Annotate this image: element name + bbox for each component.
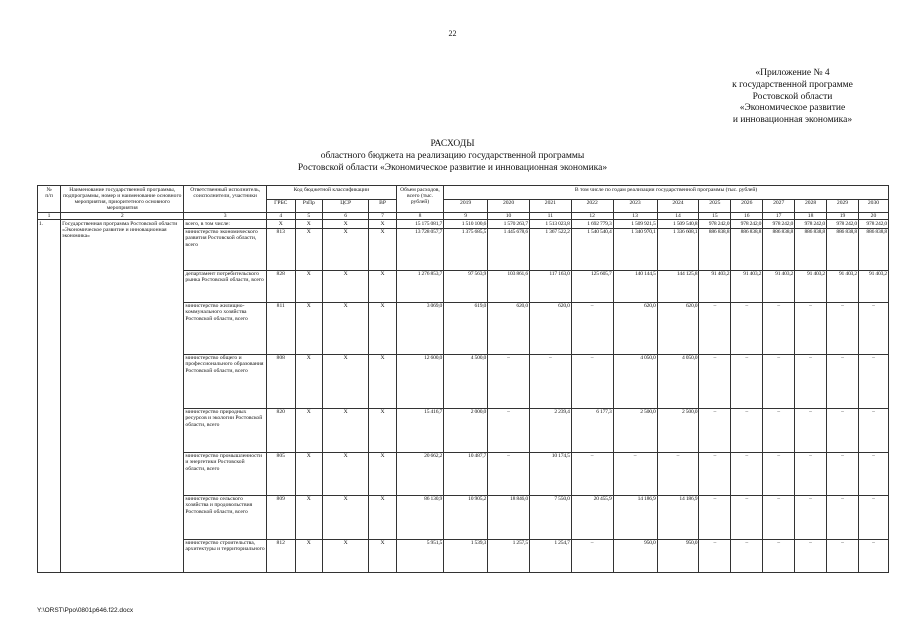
header-rzpr: РзПр — [295, 199, 323, 213]
year-value-cell: – — [858, 408, 888, 452]
year-value-cell: 1 445 678,6 — [488, 228, 530, 270]
column-number: 15 — [699, 213, 731, 220]
header-year: 2020 — [488, 199, 530, 213]
header-year: 2021 — [529, 199, 571, 213]
expenditure-table — [37, 185, 889, 573]
header-vr: ВР — [369, 199, 397, 213]
header-year: 2026 — [731, 199, 763, 213]
total-cell: 1 276 853,7 — [396, 270, 443, 302]
year-value-cell: 103 861,6 — [488, 270, 530, 302]
year-value-cell: 1 509 921,5 — [613, 220, 657, 228]
csr-cell: Х — [323, 539, 369, 572]
vr-cell: Х — [369, 220, 397, 228]
year-value-cell: – — [827, 302, 859, 354]
total-cell: 13 728 057,7 — [396, 228, 443, 270]
year-value-cell: 91 403,2 — [731, 270, 763, 302]
total-cell: 15 175 081,7 — [396, 220, 443, 228]
header-total: Объем расходов, всего (тыс. рублей) — [396, 186, 443, 213]
year-value-cell: 620,0 — [613, 302, 657, 354]
column-number: 20 — [858, 213, 888, 220]
title-line: Ростовской области «Экономическое развитие и инновационная экономика» — [297, 162, 608, 173]
table-row — [38, 220, 889, 228]
year-value-cell: – — [827, 452, 859, 495]
year-value-cell: 10 487,7 — [444, 452, 488, 495]
year-value-cell: – — [858, 495, 888, 539]
column-number: 12 — [571, 213, 613, 220]
year-value-cell: 2 000,0 — [444, 408, 488, 452]
header-grbs: ГРБС — [266, 199, 295, 213]
year-value-cell: 950,0 — [657, 539, 699, 572]
header-row — [38, 186, 889, 200]
year-value-cell: – — [858, 354, 888, 408]
rzpr-cell: Х — [295, 495, 323, 539]
header-csr: ЦСР — [323, 199, 369, 213]
year-value-cell: 1 340 970,1 — [613, 228, 657, 270]
year-value-cell: 1 570 263,7 — [488, 220, 530, 228]
year-value-cell: – — [858, 539, 888, 572]
grbs-cell: 813 — [266, 228, 295, 270]
column-number: 4 — [266, 213, 295, 220]
header-year: 2027 — [763, 199, 795, 213]
year-value-cell: 20 455,9 — [571, 495, 613, 539]
year-value-cell: 140 144,5 — [613, 270, 657, 302]
year-value-cell: – — [763, 354, 795, 408]
year-value-cell: 886 838,8 — [731, 228, 763, 270]
executor-cell: министерство сельского хозяйства и продовольствия Ростовской области, всего — [184, 495, 267, 539]
csr-cell: Х — [323, 408, 369, 452]
rzpr-cell: Х — [295, 408, 323, 452]
rzpr-cell: Х — [295, 302, 323, 354]
csr-cell: Х — [323, 495, 369, 539]
year-value-cell: – — [731, 495, 763, 539]
vr-cell: Х — [369, 270, 397, 302]
year-value-cell: – — [763, 452, 795, 495]
total-cell: 5 951,5 — [396, 539, 443, 572]
title-line: РАСХОДЫ — [430, 139, 475, 149]
column-number: 3 — [184, 213, 267, 220]
rzpr-cell: Х — [295, 270, 323, 302]
year-value-cell: – — [699, 354, 731, 408]
year-value-cell: 1 257,5 — [488, 539, 530, 572]
vr-cell: Х — [369, 452, 397, 495]
column-number-row — [38, 213, 889, 220]
year-value-cell: 14 186,9 — [657, 495, 699, 539]
header-year: 2022 — [571, 199, 613, 213]
appendix-header — [690, 68, 895, 127]
year-value-cell: 620,0 — [488, 302, 530, 354]
column-number: 6 — [323, 213, 369, 220]
column-number: 19 — [827, 213, 859, 220]
grbs-cell: Х — [266, 220, 295, 228]
appendix-line: к государственной программе — [732, 79, 853, 90]
header-year: 2030 — [858, 199, 888, 213]
year-value-cell: – — [731, 302, 763, 354]
vr-cell: Х — [369, 228, 397, 270]
column-number: 8 — [396, 213, 443, 220]
year-value-cell: 886 838,8 — [795, 228, 827, 270]
year-value-cell: 144 125,8 — [657, 270, 699, 302]
year-value-cell: 1 336 608,1 — [657, 228, 699, 270]
year-value-cell: 1 513 023,8 — [529, 220, 571, 228]
rzpr-cell: Х — [295, 220, 323, 228]
year-value-cell: 97 563,9 — [444, 270, 488, 302]
total-cell: 15 416,7 — [396, 408, 443, 452]
column-number: 13 — [613, 213, 657, 220]
year-value-cell: – — [858, 302, 888, 354]
year-value-cell: 91 403,2 — [858, 270, 888, 302]
year-value-cell: 1 375 685,5 — [444, 228, 488, 270]
appendix-line: «Приложение № 4 — [755, 68, 830, 78]
vr-cell: Х — [369, 408, 397, 452]
year-value-cell: – — [699, 495, 731, 539]
csr-cell: Х — [323, 354, 369, 408]
header-year: 2019 — [444, 199, 488, 213]
vr-cell: Х — [369, 354, 397, 408]
document-title — [0, 139, 905, 174]
year-value-cell: 14 186,9 — [613, 495, 657, 539]
year-value-cell: 978 242,0 — [858, 220, 888, 228]
year-value-cell: 978 242,0 — [763, 220, 795, 228]
year-value-cell: 978 242,0 — [731, 220, 763, 228]
column-number: 14 — [657, 213, 699, 220]
year-value-cell: – — [827, 495, 859, 539]
year-value-cell: – — [827, 408, 859, 452]
year-value-cell: 978 242,0 — [699, 220, 731, 228]
year-value-cell: 978 242,0 — [827, 220, 859, 228]
year-value-cell: 2 239,4 — [529, 408, 571, 452]
year-value-cell: 6 177,3 — [571, 408, 613, 452]
page-number: 22 — [448, 29, 457, 38]
column-number: 16 — [731, 213, 763, 220]
header-num: № п/п — [38, 186, 61, 213]
year-value-cell: – — [827, 539, 859, 572]
csr-cell: Х — [323, 228, 369, 270]
grbs-cell: 805 — [266, 452, 295, 495]
year-value-cell: – — [795, 452, 827, 495]
year-value-cell: – — [858, 452, 888, 495]
year-value-cell: – — [699, 452, 731, 495]
year-value-cell: 4 050,0 — [657, 354, 699, 408]
grbs-cell: 809 — [266, 495, 295, 539]
total-cell: 12 600,0 — [396, 354, 443, 408]
year-value-cell: – — [571, 302, 613, 354]
year-value-cell: – — [571, 539, 613, 572]
year-value-cell: – — [763, 495, 795, 539]
year-value-cell: 950,0 — [613, 539, 657, 572]
rzpr-cell: Х — [295, 354, 323, 408]
csr-cell: Х — [323, 302, 369, 354]
grbs-cell: 811 — [266, 302, 295, 354]
header-budget-code: Код бюджетной классификации — [266, 186, 396, 200]
year-value-cell: – — [529, 354, 571, 408]
year-value-cell: – — [731, 408, 763, 452]
executor-cell: министерство строительства, архитектуры и территориального — [184, 539, 267, 572]
title-line: областного бюджета на реализацию государственной программы — [320, 150, 585, 161]
grbs-cell: 808 — [266, 354, 295, 408]
header-executor: Ответственный исполнитель, соисполнители, участники — [184, 186, 267, 213]
csr-cell: Х — [323, 452, 369, 495]
year-value-cell: – — [763, 302, 795, 354]
year-value-cell: 2 500,0 — [657, 408, 699, 452]
grbs-cell: 820 — [266, 408, 295, 452]
year-value-cell: 1 254,7 — [529, 539, 571, 572]
year-value-cell: 91 403,2 — [827, 270, 859, 302]
year-value-cell: – — [657, 452, 699, 495]
appendix-line: Ростовской области — [752, 91, 833, 102]
vr-cell: Х — [369, 539, 397, 572]
total-cell: 3 069,0 — [396, 302, 443, 354]
year-value-cell: – — [795, 539, 827, 572]
header-year: 2029 — [827, 199, 859, 213]
year-value-cell: – — [488, 408, 530, 452]
year-value-cell: 18 846,0 — [488, 495, 530, 539]
executor-cell: министерство экономического развития Ростовской области, всего — [184, 228, 267, 270]
executor-cell: министерство природных ресурсов и экологии Ростовской области, всего — [184, 408, 267, 452]
grbs-cell: 828 — [266, 270, 295, 302]
year-value-cell: 619,0 — [444, 302, 488, 354]
year-value-cell: – — [699, 539, 731, 572]
rzpr-cell: Х — [295, 228, 323, 270]
column-number: 17 — [763, 213, 795, 220]
year-value-cell: – — [488, 354, 530, 408]
grbs-cell: 812 — [266, 539, 295, 572]
rzpr-cell: Х — [295, 452, 323, 495]
year-value-cell: 7 550,0 — [529, 495, 571, 539]
total-cell: 20 662,2 — [396, 452, 443, 495]
column-number: 2 — [61, 213, 184, 220]
executor-cell: департамент потребительского рынка Ростовской области, всего — [184, 270, 267, 302]
year-value-cell: – — [827, 354, 859, 408]
year-value-cell: 91 403,2 — [795, 270, 827, 302]
header-years-group: В том числе по годам реализации государственной программы (тыс. рублей) — [444, 186, 889, 200]
year-value-cell: – — [571, 354, 613, 408]
year-value-cell: 117 163,0 — [529, 270, 571, 302]
year-value-cell: 978 242,0 — [795, 220, 827, 228]
appendix-line: и инновационная экономика» — [732, 115, 853, 126]
rzpr-cell: Х — [295, 539, 323, 572]
year-value-cell: – — [613, 452, 657, 495]
year-value-cell: – — [763, 539, 795, 572]
year-value-cell: 1 509 540,8 — [657, 220, 699, 228]
year-value-cell: – — [731, 354, 763, 408]
year-value-cell: 886 838,8 — [858, 228, 888, 270]
executor-cell: министерство жилищно-коммунального хозяйства Ростовской области, всего — [184, 302, 267, 354]
year-value-cell: 1 540 540,4 — [571, 228, 613, 270]
executor-cell: министерство общего и профессионального образования Ростовской области, всего — [184, 354, 267, 408]
column-number: 1 — [38, 213, 61, 220]
year-value-cell: – — [488, 452, 530, 495]
column-number: 10 — [488, 213, 530, 220]
year-value-cell: 886 838,8 — [827, 228, 859, 270]
header-year: 2028 — [795, 199, 827, 213]
year-value-cell: 1 510 100,6 — [444, 220, 488, 228]
year-value-cell: – — [731, 539, 763, 572]
year-value-cell: – — [795, 354, 827, 408]
year-value-cell: 886 838,8 — [763, 228, 795, 270]
row-number: 1. — [38, 220, 61, 572]
year-value-cell: 1 539,3 — [444, 539, 488, 572]
header-year: 2025 — [699, 199, 731, 213]
year-value-cell: – — [731, 452, 763, 495]
year-value-cell: – — [763, 408, 795, 452]
year-value-cell: 1 367 522,2 — [529, 228, 571, 270]
year-value-cell: – — [795, 495, 827, 539]
appendix-line: «Экономическое развитие — [739, 103, 846, 114]
column-number: 5 — [295, 213, 323, 220]
year-value-cell: – — [795, 408, 827, 452]
executor-cell: министерство промышленности и энергетики Ростовской области, всего — [184, 452, 267, 495]
year-value-cell: 10 905,2 — [444, 495, 488, 539]
header-year: 2023 — [613, 199, 657, 213]
vr-cell: Х — [369, 495, 397, 539]
csr-cell: Х — [323, 270, 369, 302]
column-number: 7 — [369, 213, 397, 220]
total-cell: 86 130,9 — [396, 495, 443, 539]
column-number: 11 — [529, 213, 571, 220]
year-value-cell: 620,0 — [657, 302, 699, 354]
year-value-cell: 2 500,0 — [613, 408, 657, 452]
year-value-cell: 10 174,5 — [529, 452, 571, 495]
vr-cell: Х — [369, 302, 397, 354]
year-value-cell: 4 500,0 — [444, 354, 488, 408]
year-value-cell: 91 403,2 — [699, 270, 731, 302]
header-name: Наименование государственной программы, подпрограммы, номер и наименование основного мероприятия, приоритетного основного мероприятия — [61, 186, 184, 213]
year-value-cell: – — [699, 408, 731, 452]
file-path-footer: Y:\ORST\Ppo\0801p646.f22.docx — [37, 607, 134, 614]
year-value-cell: – — [571, 452, 613, 495]
year-value-cell: 91 403,2 — [763, 270, 795, 302]
executor-cell: всего, в том числе: — [184, 220, 267, 228]
year-value-cell: – — [699, 302, 731, 354]
year-value-cell: 1 692 779,3 — [571, 220, 613, 228]
column-number: 9 — [444, 213, 488, 220]
header-year: 2024 — [657, 199, 699, 213]
year-value-cell: 125 605,7 — [571, 270, 613, 302]
column-number: 18 — [795, 213, 827, 220]
program-name: Государственная программа Ростовской области «Экономическое развитие и инновационная экономика» — [61, 220, 184, 572]
year-value-cell: – — [795, 302, 827, 354]
csr-cell: Х — [323, 220, 369, 228]
year-value-cell: 620,0 — [529, 302, 571, 354]
year-value-cell: 4 050,0 — [613, 354, 657, 408]
year-value-cell: 886 838,8 — [699, 228, 731, 270]
